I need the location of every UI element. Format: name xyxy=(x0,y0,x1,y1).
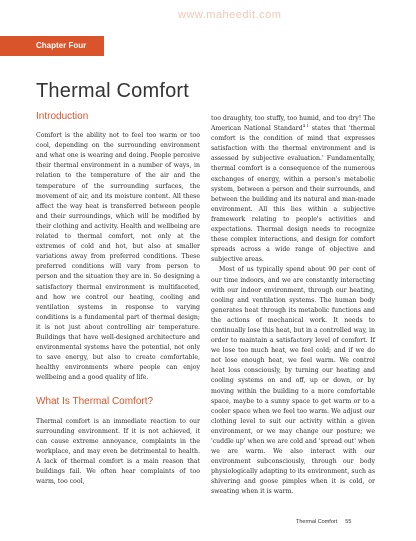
left-column xyxy=(36,112,200,487)
paragraph-text: too draughty, too stuffy, too humid, and too dry! The American National Standard xyxy=(211,115,375,133)
running-title: Thermal Comfort xyxy=(296,519,338,525)
page-title: Thermal Comfort xyxy=(36,80,190,102)
page-number: 55 xyxy=(345,519,352,525)
paragraph xyxy=(211,114,375,265)
footnote-ref[interactable]: 4.1 xyxy=(302,123,309,129)
section-heading-what-is-thermal-comfort: What Is Thermal Comfort? xyxy=(36,396,154,408)
paragraph: Thermal comfort is an immediate reaction to our surrounding environment. If it is not achieved, it can cause extreme annoyance, complaints in the workplace, and may even be detrimental to health. A lack of thermal comfort is a main reason that buildings fail. We often hear complaints of too warm, too cool, xyxy=(36,417,200,486)
section-heading-introduction: Introduction xyxy=(36,111,89,122)
paragraph: Comfort is the ability not to feel too warm or too cool, depending on the surrounding environment and what one is wearing and doing. People perceive their thermal environment in a number of ways, in relation to the temperature of the air and the temperature of the surrounding surfaces, the movement of air, and its moisture content. All these affect the way heat is transferred between people and their surroundings, which will be modified by their clothing and activity. Health and wellbeing are related to thermal comfort, not only at the extremes of cold and hot, but also at smaller variations away from preferred conditions. These preferred conditions will vary from person to person and the situation they are in. So designing a satisfactory thermal environment is multifaceted, and how we control our heating, cooling and ventilation systems in response to varying conditions is a fundamental part of thermal design; it is not just about controlling air temperature. Buildings that have well-designed architecture and environmental systems have the potential, not only to save energy, but also to create comfortable, healthy environments where people can enjoy wellbeing and a good quality of life. xyxy=(36,132,200,382)
paragraph-text: states that 'thermal comfort is the condition of mind that expresses satisfaction with the thermal environment and is assessed by subjective evaluation.' Fundamentally, thermal comfort is a consequence of the numerous exchanges of energy, within a person's metabolic system, between a person and their surrounds, and between the building and its natural and man-made environment. All this lies within a subjective framework relating to people's activities and expectations. Thermal design needs to recognize these complex interactions, and design for comfort spreads across a wide range of objective and subjective areas. xyxy=(211,125,375,264)
watermark: www.maheedit.com xyxy=(178,9,282,21)
chapter-label: Chapter Four xyxy=(0,36,104,56)
page-footer xyxy=(296,519,351,525)
paragraph: Most of us typically spend about 90 per cent of our time indoors, and we are constantly interacting with our indoor environment, through our heating, cooling and ventilation systems. The human body generates heat through its metabolic functions and the actions of mechanical work. It needs to continually lose this heat, but in a controlled way, in order to maintain a satisfactory level of comfort. If we lose too much heat, we feel cold; and if we do not lose enough heat, we feel warm. We control heat loss consciously, by turning our heating and cooling systems on and off, up or down, or by moving within the building to a more comfortable space, maybe to a sunny space to get warm or to a cooler space when we feel too warm. We adjust our clothing level to suit our activity within a given environment, or we may change our posture; we 'cuddle up' when we are cold and 'spread out' when we are warm. We also interact with our environment subconsciously, through our body physiologically adapting to its environment, such as shivering and goose pimples when it is cold, or sweating when it is warm. xyxy=(211,266,376,496)
right-column xyxy=(211,114,375,498)
